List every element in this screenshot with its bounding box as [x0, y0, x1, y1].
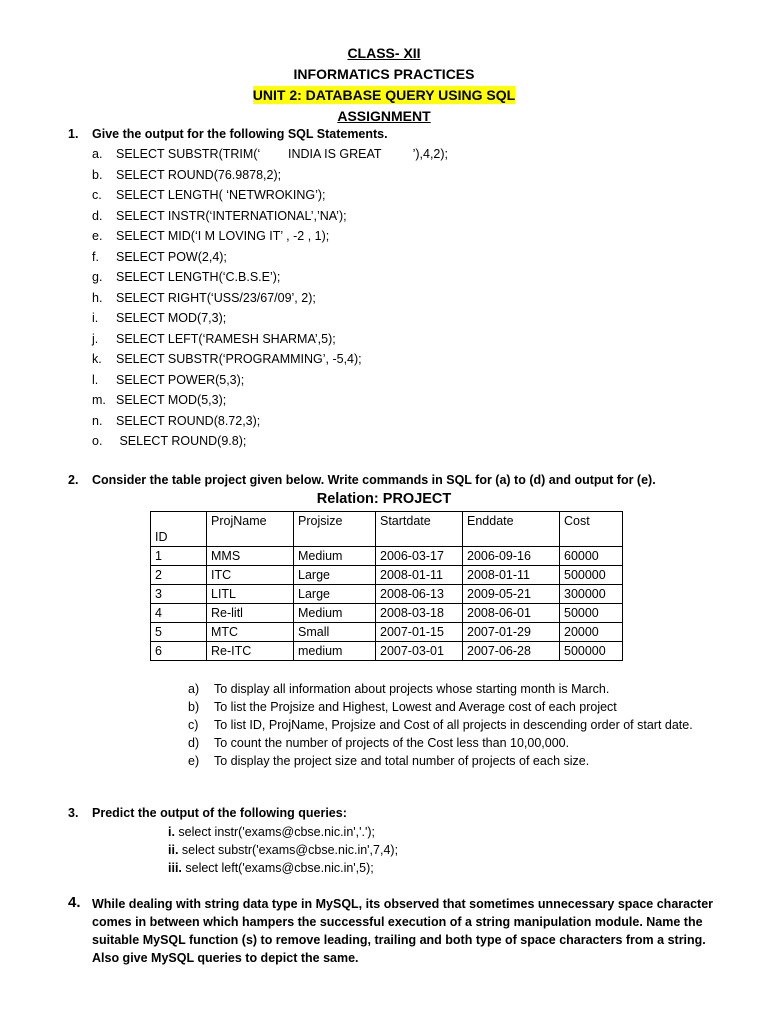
table-row — [151, 547, 623, 566]
table-cell: 2007-03-01 — [376, 642, 463, 661]
table-cell: Re-ITC — [207, 642, 294, 661]
list-item: f. SELECT POW(2,4); — [92, 249, 227, 264]
column-header: Enddate — [463, 512, 560, 547]
table-cell: LITL — [207, 585, 294, 604]
table-cell: 4 — [151, 604, 207, 623]
list-item: j. SELECT LEFT(‘RAMESH SHARMA’,5); — [92, 331, 336, 346]
table-cell: 2006-09-16 — [463, 547, 560, 566]
list-item: d. SELECT INSTR(‘INTERNATIONAL’,’NA’); — [92, 208, 347, 223]
list-item: e. SELECT MID(‘I M LOVING IT’ , -2 , 1); — [92, 229, 330, 243]
column-header: Startdate — [376, 512, 463, 547]
table-cell: 2007-06-28 — [463, 642, 560, 661]
relation-title: Relation: PROJECT — [316, 491, 452, 507]
table-row — [151, 585, 623, 604]
table-cell: 60000 — [560, 547, 623, 566]
table-cell: ITC — [207, 566, 294, 585]
column-header: ProjName — [207, 512, 294, 547]
list-item: b. SELECT ROUND(76.9878,2); — [92, 167, 282, 182]
list-item: n. SELECT ROUND(8.72,3); — [92, 413, 261, 428]
column-header: Cost — [560, 512, 623, 547]
table-cell: 2008-01-11 — [463, 566, 560, 585]
table-cell: Re-litl — [207, 604, 294, 623]
table-cell: 20000 — [560, 623, 623, 642]
table-cell: 300000 — [560, 585, 623, 604]
list-item: i. select instr('exams@cbse.nic.in','.'); — [168, 825, 376, 839]
table-cell: MMS — [207, 547, 294, 566]
list-item: m. SELECT MOD(5,3); — [92, 393, 227, 407]
question-text: While dealing with string data type in MySQL, its observed that sometimes unnecessary space character comes in between which hampers the successful execution of a string manipulation module. Name the suitable MySQL function (s) to remove leading, trailing and both type of space characters from a string. Also give MySQL queries to depict the same. — [92, 897, 714, 965]
table-cell: 500000 — [560, 642, 623, 661]
list-item: i. SELECT MOD(7,3); — [92, 311, 227, 325]
table-cell: 2009-05-21 — [463, 585, 560, 604]
list-item: l. SELECT POWER(5,3); — [92, 372, 245, 387]
table-cell: Large — [294, 566, 376, 585]
table-cell: 3 — [151, 585, 207, 604]
table-cell: 2 — [151, 566, 207, 585]
question-text: Give the output for the following SQL Statements. — [92, 127, 388, 141]
table-cell: 2008-03-18 — [376, 604, 463, 623]
table-row — [151, 604, 623, 623]
table-header-row — [151, 512, 623, 547]
list-item: ii. select substr('exams@cbse.nic.in',7,4); — [168, 843, 399, 857]
list-item: a. SELECT SUBSTR(TRIM(‘ INDIA IS GREAT ’),4,2); — [92, 147, 449, 161]
table-cell: 2007-01-29 — [463, 623, 560, 642]
table-row — [151, 642, 623, 661]
unit-heading: UNIT 2: DATABASE QUERY USING SQL — [252, 87, 516, 103]
table-cell: Medium — [294, 547, 376, 566]
table-cell: 1 — [151, 547, 207, 566]
question-4 — [68, 895, 728, 967]
question-number: 4. — [68, 894, 81, 911]
table-row — [151, 566, 623, 585]
class-heading: CLASS- XII — [347, 45, 421, 61]
table-cell: 2006-03-17 — [376, 547, 463, 566]
subject-heading: INFORMATICS PRACTICES — [293, 66, 475, 82]
question-text: Predict the output of the following queries: — [92, 806, 347, 820]
list-item: b) To list the Projsize and Highest, Lowest and Average cost of each project — [188, 700, 617, 714]
list-item: c) To list ID, ProjName, Projsize and Cost of all projects in descending order of start date. — [188, 718, 693, 732]
table-cell: Small — [294, 623, 376, 642]
table-cell: 2007-01-15 — [376, 623, 463, 642]
table-cell: medium — [294, 642, 376, 661]
column-header: Projsize — [294, 512, 376, 547]
table-cell: 500000 — [560, 566, 623, 585]
list-item: c. SELECT LENGTH( ‘NETWROKING’); — [92, 188, 326, 202]
table-cell: 2008-01-11 — [376, 566, 463, 585]
list-item: g. SELECT LENGTH(‘C.B.S.E’); — [92, 270, 281, 284]
list-item: o. SELECT ROUND(9.8); — [92, 434, 247, 448]
list-item: e) To display the project size and total number of projects of each size. — [188, 754, 590, 768]
assignment-heading: ASSIGNMENT — [337, 108, 431, 124]
list-item: k. SELECT SUBSTR(‘PROGRAMMING’, -5,4); — [92, 352, 362, 366]
table-cell: 5 — [151, 623, 207, 642]
table-cell: 50000 — [560, 604, 623, 623]
sql-task-list — [188, 680, 728, 770]
query-list — [168, 823, 398, 877]
question-number: 2. — [68, 473, 79, 487]
table-cell: Medium — [294, 604, 376, 623]
sql-statement-list — [92, 144, 448, 452]
table-row — [151, 623, 623, 642]
project-table — [150, 511, 623, 661]
list-item: h. SELECT RIGHT(‘USS/23/67/09’, 2); — [92, 290, 316, 305]
table-cell: MTC — [207, 623, 294, 642]
table-cell: 6 — [151, 642, 207, 661]
table-cell: 2008-06-01 — [463, 604, 560, 623]
table-cell: 2008-06-13 — [376, 585, 463, 604]
question-text: Consider the table project given below. Write commands in SQL for (a) to (d) and output for (e). — [92, 473, 656, 487]
question-number: 1. — [68, 127, 79, 141]
column-header: ID — [151, 512, 207, 547]
question-number: 3. — [68, 806, 79, 820]
list-item: iii. select left('exams@cbse.nic.in',5); — [168, 861, 374, 875]
list-item: a) To display all information about projects whose starting month is March. — [188, 682, 610, 696]
table-cell: Large — [294, 585, 376, 604]
list-item: d) To count the number of projects of the Cost less than 10,00,000. — [188, 736, 570, 750]
